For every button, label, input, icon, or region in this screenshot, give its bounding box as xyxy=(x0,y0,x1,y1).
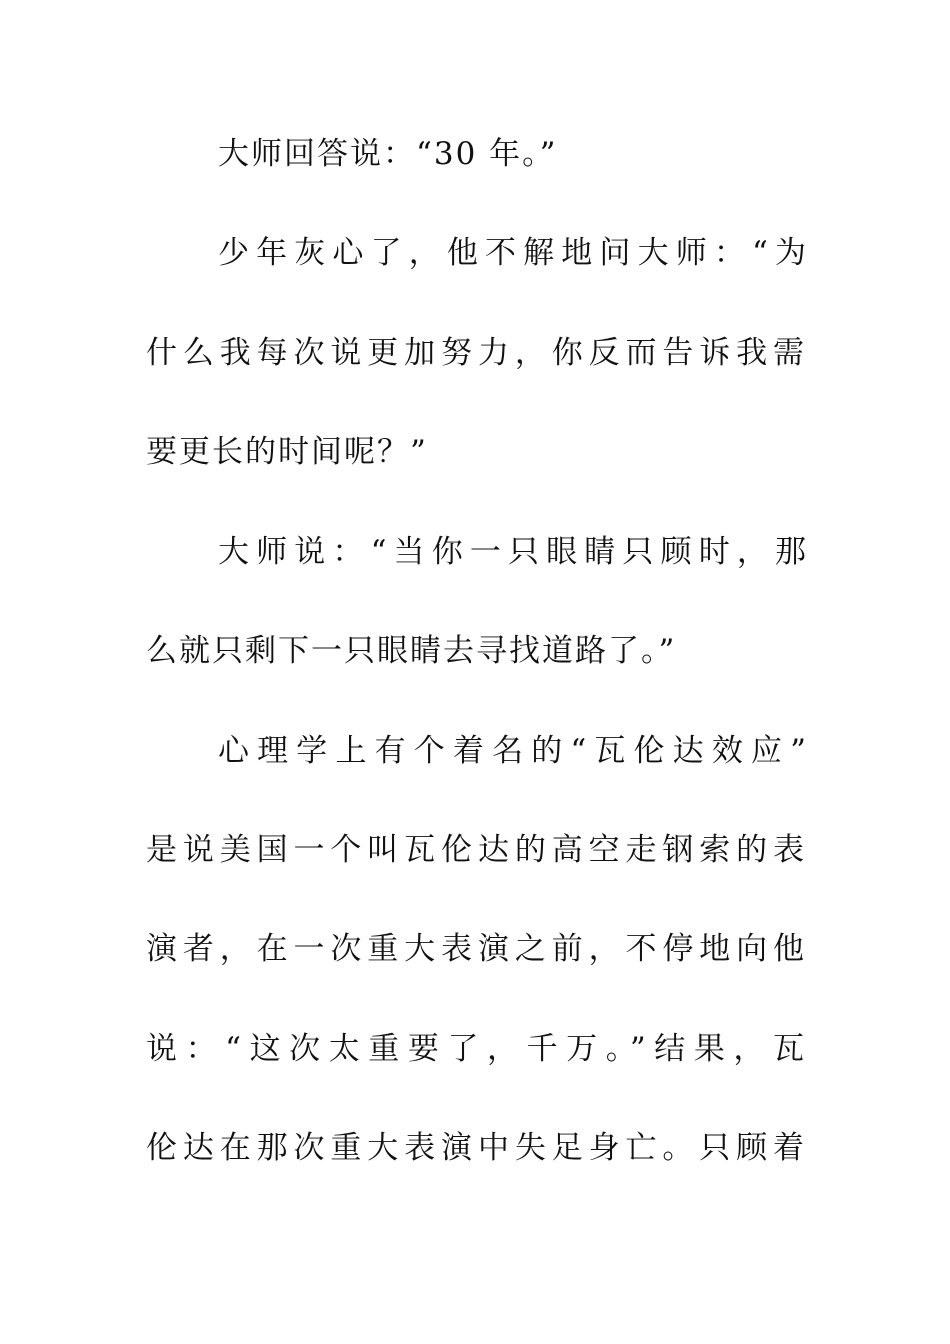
text-line-10: 说：“这次太重要了，千万。”结果，瓦 xyxy=(146,1031,806,1067)
text-line-3: 什么我每次说更加努力，你反而告诉我需 xyxy=(146,335,806,371)
text-line-2: 少年灰心了，他不解地问大师：“为 xyxy=(218,235,808,271)
text-line-5: 大师说：“当你一只眼睛只顾时，那 xyxy=(218,534,808,570)
text-line-8: 是说美国一个叫瓦伦达的高空走钢索的表 xyxy=(146,832,806,868)
text-line-11: 伦达在那次重大表演中失足身亡。只顾着 xyxy=(146,1130,806,1166)
text-line-4: 要更长的时间呢？” xyxy=(146,434,428,470)
text-line-9: 演者，在一次重大表演之前，不停地向他 xyxy=(146,931,806,967)
text-line-6: 么就只剩下一只眼睛去寻找道路了。” xyxy=(146,633,677,669)
text-line-1: 大师回答说：“30 年。” xyxy=(218,136,558,172)
text-line-7: 心理学上有个着名的“瓦伦达效应” xyxy=(218,733,808,769)
